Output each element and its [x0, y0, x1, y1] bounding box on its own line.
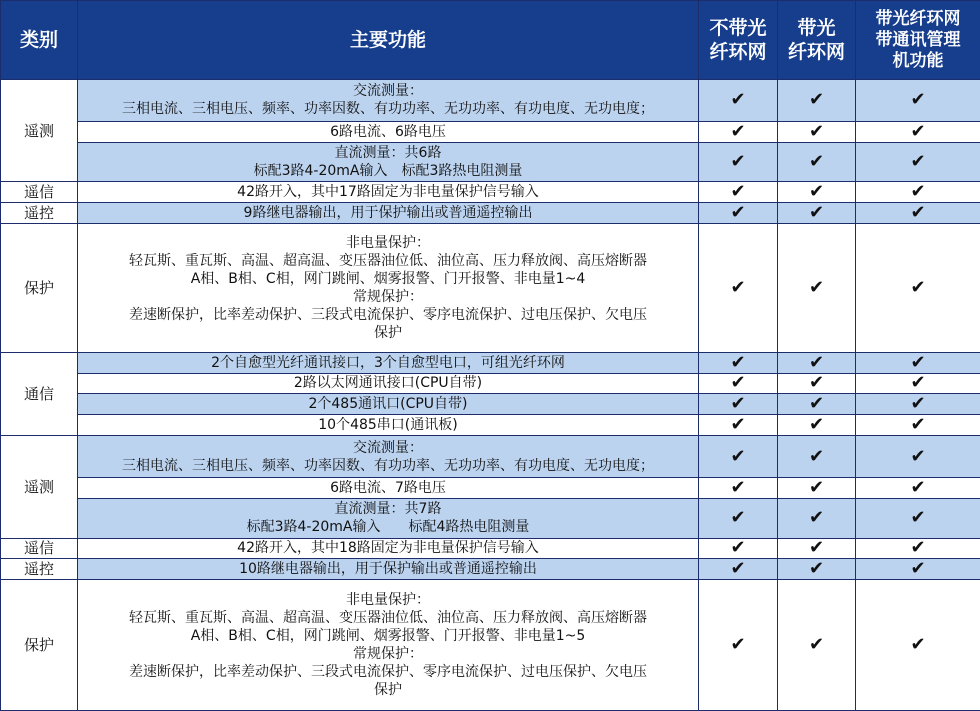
function-cell	[78, 373, 699, 394]
check-no-fiber-ring-icon: ✔	[699, 415, 778, 436]
category-cell: 遥测	[1, 436, 78, 538]
function-line: 42路开入，其中17路固定为非电量保护信号输入	[237, 184, 539, 201]
table-row	[1, 80, 980, 122]
category-cell: 通信	[1, 352, 78, 436]
function-line: 差速断保护，比率差动保护、三段式电流保护、零序电流保护、过电压保护、欠电压	[129, 664, 647, 681]
function-cell	[78, 121, 699, 142]
check-fiber-ring-comm-manager-icon: ✔	[856, 436, 980, 478]
function-cell	[78, 477, 699, 498]
category-cell: 保护	[1, 580, 78, 711]
header-category: 类别	[1, 1, 78, 80]
check-fiber-ring-comm-manager-icon: ✔	[856, 477, 980, 498]
table-row	[1, 182, 980, 203]
function-line: 保护	[374, 324, 402, 341]
function-line: 非电量保护：	[346, 592, 430, 609]
category-cell: 遥控	[1, 559, 78, 580]
check-fiber-ring-comm-manager-icon: ✔	[856, 415, 980, 436]
check-no-fiber-ring-icon: ✔	[699, 538, 778, 559]
function-cell	[78, 224, 699, 352]
check-no-fiber-ring-icon: ✔	[699, 121, 778, 142]
check-fiber-ring-icon: ✔	[778, 436, 856, 478]
check-no-fiber-ring-icon: ✔	[699, 224, 778, 352]
function-cell	[78, 498, 699, 538]
check-fiber-ring-icon: ✔	[778, 415, 856, 436]
table-row	[1, 580, 980, 711]
function-cell	[78, 203, 699, 224]
check-no-fiber-ring-icon: ✔	[699, 498, 778, 538]
function-line: 交流测量：	[353, 439, 423, 456]
check-fiber-ring-comm-manager-icon: ✔	[856, 142, 980, 182]
check-fiber-ring-icon: ✔	[778, 203, 856, 224]
check-fiber-ring-icon: ✔	[778, 477, 856, 498]
table-body	[1, 80, 980, 711]
table-row	[1, 559, 980, 580]
check-fiber-ring-comm-manager-icon: ✔	[856, 394, 980, 415]
check-no-fiber-ring-icon: ✔	[699, 182, 778, 203]
check-no-fiber-ring-icon: ✔	[699, 80, 778, 122]
check-no-fiber-ring-icon: ✔	[699, 477, 778, 498]
function-cell	[78, 142, 699, 182]
check-fiber-ring-comm-manager-icon: ✔	[856, 559, 980, 580]
header-line: 带光纤环网	[875, 8, 961, 29]
function-line: 轻瓦斯、重瓦斯、高温、超高温、变压器油位低、油位高、压力释放阀、高压熔断器	[129, 610, 647, 627]
function-line: 直流测量：共6路	[334, 145, 442, 162]
function-line: 2个自愈型光纤通讯接口，3个自愈型电口，可组光纤环网	[211, 354, 565, 371]
function-cell	[78, 394, 699, 415]
function-line: A相、B相、C相，网门跳闸、烟雾报警、门开报警、非电量1~5	[190, 628, 586, 645]
header-line: 带光	[797, 17, 836, 39]
check-fiber-ring-comm-manager-icon: ✔	[856, 182, 980, 203]
function-cell	[78, 538, 699, 559]
function-line: 标配3路4-20mA输入 标配4路热电阻测量	[246, 519, 530, 536]
function-cell	[78, 580, 699, 711]
header-line: 带通讯管理	[875, 29, 961, 50]
check-fiber-ring-icon: ✔	[778, 121, 856, 142]
check-fiber-ring-comm-manager-icon: ✔	[856, 498, 980, 538]
header-line: 不带光	[709, 17, 767, 39]
check-no-fiber-ring-icon: ✔	[699, 559, 778, 580]
table-row	[1, 436, 980, 478]
function-cell	[78, 559, 699, 580]
function-line: 三相电流、三相电压、频率、功率因数、有功功率、无功功率、有功电度、无功电度；	[122, 101, 654, 118]
category-cell: 遥信	[1, 182, 78, 203]
table-row	[1, 415, 980, 436]
header-line: 机功能	[892, 50, 944, 71]
function-line: 42路开入，其中18路固定为非电量保护信号输入	[237, 540, 539, 557]
function-line: 2路以太网通讯接口(CPU自带)	[293, 375, 483, 392]
function-line: 6路电流、7路电压	[330, 479, 446, 496]
function-cell	[78, 436, 699, 478]
function-line: 保护	[374, 682, 402, 699]
check-fiber-ring-icon: ✔	[778, 80, 856, 122]
table-row	[1, 142, 980, 182]
function-line: 差速断保护，比率差动保护、三段式电流保护、零序电流保护、过电压保护、欠电压	[129, 306, 647, 323]
category-cell: 遥控	[1, 203, 78, 224]
table-header-row	[1, 1, 980, 80]
function-line: 9路继电器输出，用于保护输出或普通遥控输出	[243, 205, 533, 222]
function-line: 10路继电器输出，用于保护输出或普通遥控输出	[239, 561, 537, 578]
table-row	[1, 394, 980, 415]
check-fiber-ring-comm-manager-icon: ✔	[856, 203, 980, 224]
function-line: 2个485通讯口(CPU自带)	[308, 396, 468, 413]
table-row	[1, 121, 980, 142]
function-cell	[78, 80, 699, 122]
function-line: 直流测量：共7路	[334, 501, 442, 518]
check-fiber-ring-icon: ✔	[778, 182, 856, 203]
check-fiber-ring-icon: ✔	[778, 498, 856, 538]
category-cell: 遥信	[1, 538, 78, 559]
table-row	[1, 373, 980, 394]
header-main-function: 主要功能	[78, 1, 699, 80]
check-fiber-ring-comm-manager-icon: ✔	[856, 538, 980, 559]
function-cell	[78, 182, 699, 203]
function-line: 三相电流、三相电压、频率、功率因数、有功功率、无功功率、有功电度、无功电度；	[122, 457, 654, 474]
function-line: 常规保护：	[353, 288, 423, 305]
check-fiber-ring-icon: ✔	[778, 538, 856, 559]
table-row	[1, 224, 980, 352]
check-fiber-ring-comm-manager-icon: ✔	[856, 352, 980, 373]
check-fiber-ring-icon: ✔	[778, 352, 856, 373]
check-no-fiber-ring-icon: ✔	[699, 352, 778, 373]
check-fiber-ring-icon: ✔	[778, 142, 856, 182]
check-fiber-ring-icon: ✔	[778, 580, 856, 711]
function-line: 交流测量：	[353, 83, 423, 100]
check-fiber-ring-icon: ✔	[778, 224, 856, 352]
function-line: 常规保护：	[353, 646, 423, 663]
function-line: 非电量保护：	[346, 234, 430, 251]
check-no-fiber-ring-icon: ✔	[699, 203, 778, 224]
table-row	[1, 352, 980, 373]
check-fiber-ring-comm-manager-icon: ✔	[856, 224, 980, 352]
header-line: 纤环网	[787, 41, 845, 63]
table-row	[1, 477, 980, 498]
check-no-fiber-ring-icon: ✔	[699, 142, 778, 182]
category-cell: 保护	[1, 224, 78, 352]
table-row	[1, 203, 980, 224]
check-fiber-ring-icon: ✔	[778, 394, 856, 415]
header-fiber-ring	[778, 1, 856, 80]
function-line: 轻瓦斯、重瓦斯、高温、超高温、变压器油位低、油位高、压力释放阀、高压熔断器	[129, 252, 647, 269]
check-no-fiber-ring-icon: ✔	[699, 580, 778, 711]
function-line: A相、B相、C相，网门跳闸、烟雾报警、门开报警、非电量1~4	[190, 270, 586, 287]
check-no-fiber-ring-icon: ✔	[699, 373, 778, 394]
function-line: 6路电流、6路电压	[330, 123, 446, 140]
function-line: 标配3路4-20mA输入 标配3路热电阻测量	[253, 163, 523, 180]
check-fiber-ring-comm-manager-icon: ✔	[856, 80, 980, 122]
function-cell	[78, 415, 699, 436]
check-fiber-ring-icon: ✔	[778, 373, 856, 394]
header-fiber-ring-comm-manager	[856, 1, 980, 80]
check-fiber-ring-comm-manager-icon: ✔	[856, 580, 980, 711]
table-row	[1, 498, 980, 538]
check-fiber-ring-icon: ✔	[778, 559, 856, 580]
check-no-fiber-ring-icon: ✔	[699, 394, 778, 415]
function-cell	[78, 352, 699, 373]
table-row	[1, 538, 980, 559]
function-line: 10个485串口(通讯板)	[318, 417, 458, 434]
check-fiber-ring-comm-manager-icon: ✔	[856, 121, 980, 142]
category-cell: 遥测	[1, 80, 78, 182]
check-fiber-ring-comm-manager-icon: ✔	[856, 373, 980, 394]
check-no-fiber-ring-icon: ✔	[699, 436, 778, 478]
header-line: 纤环网	[709, 41, 767, 63]
header-no-fiber-ring	[699, 1, 778, 80]
